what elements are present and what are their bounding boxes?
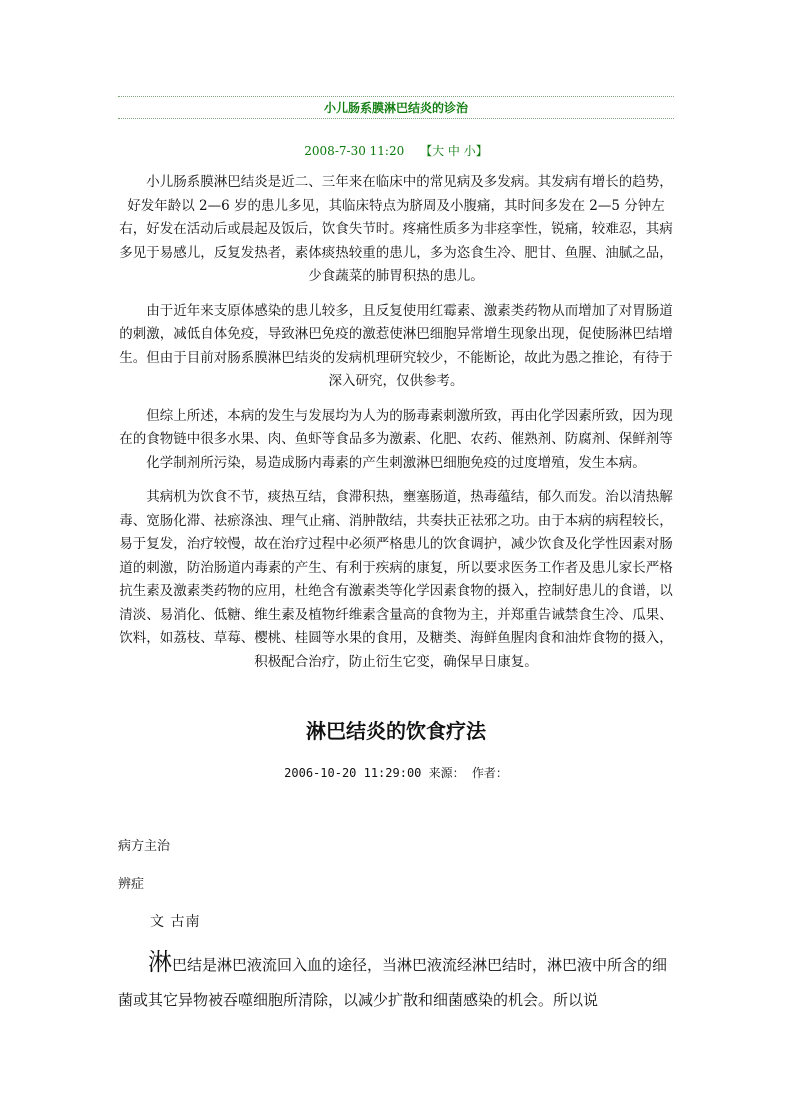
article-body	[118, 171, 674, 685]
article-paragraph: 但综上所述，本病的发生与发展均为人为的肠毒素刺激所致，再由化学因素所致，因为现在的食物链中很多水果、肉、鱼虾等食品多为激素、化肥、农药、催熟剂、防腐剂、保鲜剂等化学制剂所污染，易造成肠内毒素的产生刺激淋巴细胞免疫的过度增殖，发生本病。	[119, 407, 673, 471]
section-label-diagnosis: 辨症	[118, 877, 145, 892]
second-article-text: 巴结是淋巴液流回入血的途径，当淋巴液流经淋巴结时，淋巴液中所含的细菌或其它异物被吞噬细胞所清除，以减少扩散和细菌感染的机会。所以说	[118, 956, 668, 1009]
second-article-meta: 2006-10-20 11:29:00 来源： 作者：	[284, 766, 508, 780]
header-divider-top	[118, 96, 674, 97]
article-paragraph: 由于近年来支原体感染的患儿较多，且反复使用红霉素、激素类药物从而增加了对胃肠道的刺激，减低自体免疫，导致淋巴免疫的激惹使淋巴细胞异常增生现象出现，促使肠淋巴结增生。但由于目前对肠系膜淋巴结炎的发病机理研究较少，不能断论，故此为愚之推论，有待于深入研究，仅供参考。	[119, 302, 673, 389]
drop-cap: 淋	[148, 948, 172, 976]
section-label-treatment: 病方主治	[118, 839, 171, 854]
article-paragraph: 其病机为饮食不节，痰热互结，食滞积热，壅塞肠道，热毒蕴结，郁久而发。治以清热解毒、宽肠化滞、祛瘀涤浊、理气止痛、消肿散结，共奏扶正祛邪之功。由于本病的病程较长，易于复发，治疗较慢，故在治疗过程中必须严格患儿的饮食调护，减少饮食及化学性因素对肠道的刺激，防治肠道内毒素的产生、有利于疾病的康复，所以要求医务工作者及患儿家长严格抗生素及激素类药物的应用，杜绝含有激素类等化学因素食物的摄入，控制好患儿的食谱，以清淡、易消化、低糖、维生素及植物纤维素含量高的食物为主，并郑重告诫禁食生冷、瓜果、饮料，如荔枝、草莓、樱桃、桂圆等水果的食用，及糖类、海鲜鱼腥肉食和油炸食物的摄入，积极配合治疗，防止衍生它变，确保早日康复。	[119, 489, 673, 670]
article-paragraph: 小儿肠系膜淋巴结炎是近二、三年来在临床中的常见病及多发病。其发病有增长的趋势，好发年龄以 2—6 岁的患儿多见，其临床特点为脐周及小腹痛，其时间多发在 2—5 分钟左右，好发在活动后或晨起及饭后，饮食失节时。疼痛性质多为非痉挛性，锐痛，较难忍，其病多见于易感儿，反复发热者，素体痰热较重的患儿，多为恣食生冷、肥甘、鱼腥、油腻之品，少食蔬菜的肺胃积热的患儿。	[119, 174, 673, 284]
article-date: 2008-7-30 11:20	[304, 144, 405, 158]
header-divider-bottom	[118, 118, 674, 119]
font-size-switch[interactable]: 【大 中 小】	[420, 144, 488, 158]
article-title: 小儿肠系膜淋巴结炎的诊治	[323, 101, 468, 115]
second-article-body	[118, 948, 674, 1018]
author-line: 文 古南	[150, 914, 201, 930]
article-meta	[118, 143, 674, 159]
second-article-title: 淋巴结炎的饮食疗法	[306, 719, 486, 743]
